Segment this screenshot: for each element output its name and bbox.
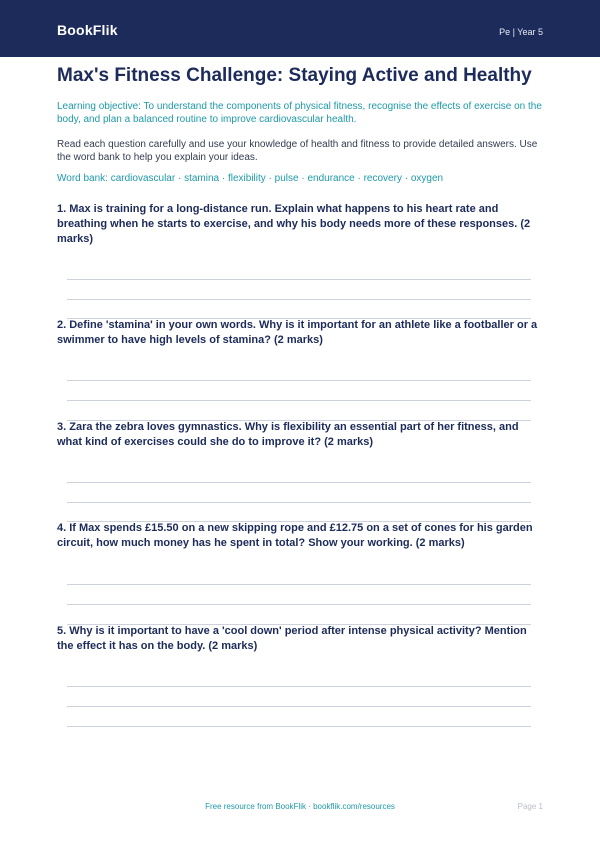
answer-line[interactable] [67,502,531,503]
question-1: 1. Max is training for a long-distance run. Explain what happens to his heart rate and breathing when he starts to exercise, and why his body needs more of these responses. (2 marks) [57,203,531,245]
answer-line[interactable] [67,299,531,300]
brand-logo-text[interactable]: BookFlik [57,22,118,38]
answer-line[interactable] [67,726,531,727]
question-3: 3. Zara the zebra loves gymnastics. Why is flexibility an essential part of her fitness, and what kind of exercises could she do to improve it? (2 marks) [57,421,519,448]
learning-objective: Learning objective: To understand the components of physical fitness, recognise the effects of exercise on the body, and plan a balanced routine to improve cardiovascular health. [57,101,542,125]
page-number: Page 1 [517,802,543,811]
subject-year-label: Pe | Year 5 [499,27,543,37]
page-title: Max's Fitness Challenge: Staying Active and Healthy [57,65,532,86]
answer-line[interactable] [67,604,531,605]
answer-line[interactable] [67,706,531,707]
answer-line[interactable] [67,279,531,280]
answer-line[interactable] [67,482,531,483]
answer-line[interactable] [67,400,531,401]
question-2: 2. Define 'stamina' in your own words. Why is it important for an athlete like a footballer or a swimmer to have high levels of stamina? (2 marks) [57,319,538,346]
instructions-text: Read each question carefully and use your knowledge of health and fitness to provide detailed answers. Use the word bank to help you explain your ideas. [57,139,538,163]
header-bar [0,0,600,57]
question-4: 4. If Max spends £15.50 on a new skipping rope and £12.75 on a set of cones for his garden circuit, how much money has he spent in total? Show your working. (2 marks) [57,522,533,549]
answer-line[interactable] [67,686,531,687]
word-bank: Word bank: cardiovascular · stamina · flexibility · pulse · endurance · recovery · oxygen [57,173,444,184]
question-5: 5. Why is it important to have a 'cool down' period after intense physical activity? Mention the effect it has on the body. (2 marks) [57,625,527,652]
answer-line[interactable] [67,584,531,585]
footer-credit[interactable]: Free resource from BookFlik · bookflik.com/resources [205,802,395,811]
answer-line[interactable] [67,380,531,381]
